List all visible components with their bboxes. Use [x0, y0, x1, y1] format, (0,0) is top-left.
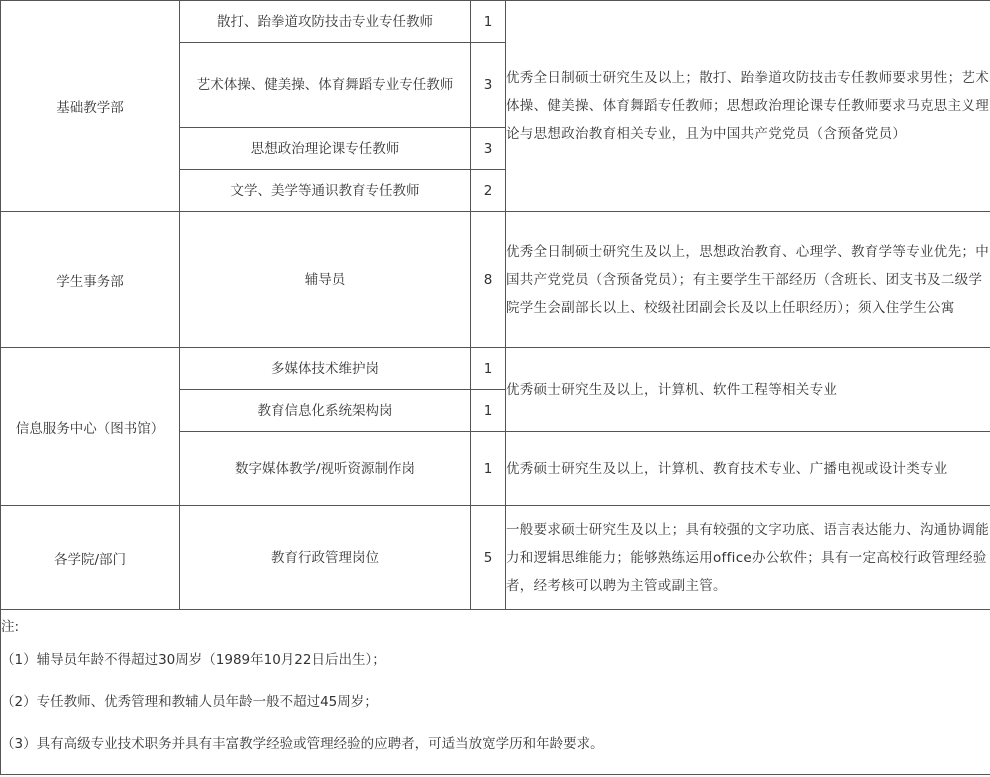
requirement-cell: 优秀硕士研究生及以上，计算机、软件工程等相关专业: [506, 348, 990, 432]
count-cell: 3: [471, 128, 506, 170]
table-row: [1, 212, 990, 348]
count-cell: 1: [471, 1, 506, 43]
post-cell: 思想政治理论课专任教师: [180, 128, 471, 170]
post-cell: 辅导员: [180, 212, 471, 348]
dept-cell: 信息服务中心（图书馆）: [1, 348, 180, 506]
note-item: （2）专任教师、优秀管理和教辅人员年龄一般不超过45周岁；: [1, 694, 378, 710]
post-cell: 多媒体技术维护岗: [180, 348, 471, 390]
count-cell: 1: [471, 432, 506, 506]
count-cell: 1: [471, 348, 506, 390]
requirement-cell: 优秀全日制硕士研究生及以上；散打、跆拳道攻防技击专任教师要求男性；艺术体操、健美操、体育舞蹈专任教师；思想政治理论课专任教师要求马克思主义理论与思想政治教育相关专业，且为中国共产党党员（含预备党员）: [506, 1, 990, 212]
notes-row: [1, 610, 990, 775]
dept-cell: 学生事务部: [1, 212, 180, 348]
count-cell: 1: [471, 390, 506, 432]
count-cell: 2: [471, 170, 506, 212]
count-cell: 3: [471, 43, 506, 128]
notes-title: 注:: [1, 619, 20, 635]
table-row: [1, 506, 990, 610]
post-cell: 散打、跆拳道攻防技击专业专任教师: [180, 1, 471, 43]
requirement-cell: 一般要求硕士研究生及以上；具有较强的文字功底、语言表达能力、沟通协调能力和逻辑思维能力；能够熟练运用office办公软件；具有一定高校行政管理经验者，经考核可以聘为主管或副主管。: [506, 506, 990, 610]
count-cell: 8: [471, 212, 506, 348]
requirement-cell: 优秀全日制硕士研究生及以上，思想政治教育、心理学、教育学等专业优先；中国共产党党员（含预备党员）；有主要学生干部经历（含班长、团支书及二级学院学生会副部长以上、校级社团副会长及以上任职经历）；须入住学生公寓: [506, 212, 990, 348]
table-row: [1, 1, 990, 43]
note-item: （1）辅导员年龄不得超过30周岁（1989年10月22日后出生）；: [1, 652, 386, 668]
post-cell: 艺术体操、健美操、体育舞蹈专业专任教师: [180, 43, 471, 128]
note-item: （3）具有高级专业技术职务并具有丰富教学经验或管理经验的应聘者，可适当放宽学历和年龄要求。: [1, 736, 604, 752]
dept-cell: 各学院/部门: [1, 506, 180, 610]
post-cell: 数字媒体教学/视听资源制作岗: [180, 432, 471, 506]
dept-cell: 基础教学部: [1, 1, 180, 212]
notes-cell: [1, 610, 990, 775]
post-cell: 教育信息化系统架构岗: [180, 390, 471, 432]
requirement-cell: 优秀硕士研究生及以上，计算机、教育技术专业、广播电视或设计类专业: [506, 432, 990, 506]
post-cell: 文学、美学等通识教育专任教师: [180, 170, 471, 212]
count-cell: 5: [471, 506, 506, 610]
table-row: [1, 348, 990, 390]
post-cell: 教育行政管理岗位: [180, 506, 471, 610]
